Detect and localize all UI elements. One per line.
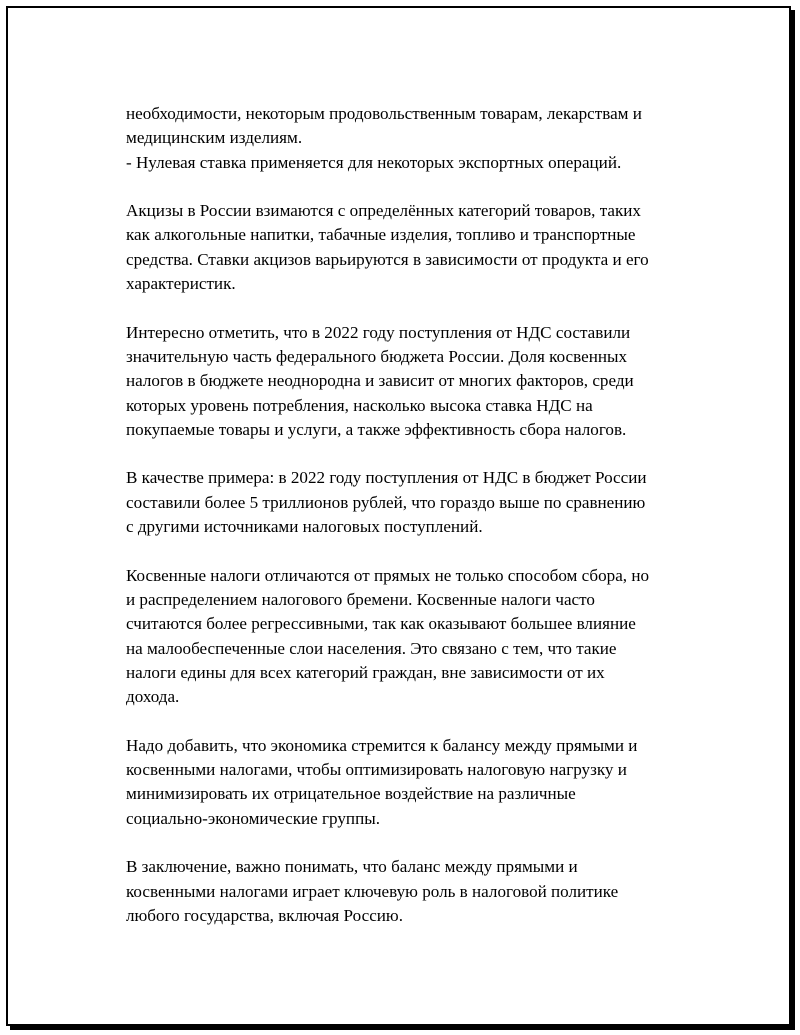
- paragraph-balance: [126, 734, 696, 831]
- text-line: значительную часть федерального бюджета России. Доля косвенных: [126, 346, 628, 366]
- text-line: налоги едины для всех категорий граждан, вне зависимости от их: [126, 662, 605, 682]
- text-line: которых уровень потребления, насколько высока ставка НДС на: [126, 395, 593, 415]
- text-line: косвенными налогами, чтобы оптимизировать налоговую нагрузку и: [126, 760, 627, 780]
- paragraph-excise: [126, 199, 696, 296]
- page-frame: [6, 6, 791, 1026]
- text-line: минимизировать их отрицательное воздействие на различные: [126, 784, 576, 804]
- text-line: необходимости, некоторым продовольственным товарам, лекарствам и: [126, 104, 642, 123]
- text-line: любого государства, включая Россию.: [126, 905, 403, 925]
- text-line: как алкогольные напитки, табачные изделия, топливо и транспортные: [126, 225, 636, 245]
- text-line: средства. Ставки акцизов варьируются в зависимости от продукта и его: [126, 249, 649, 269]
- text-line: на малообеспеченные слои населения. Это связано с тем, что такие: [126, 638, 617, 658]
- paragraph-vat-rates-end: [126, 102, 696, 175]
- text-line: характеристик.: [126, 274, 236, 294]
- text-line: В заключение, важно понимать, что баланс между прямыми и: [126, 857, 578, 877]
- text-line: Косвенные налоги отличаются от прямых не только способом сбора, но: [126, 565, 650, 585]
- text-line: с другими источниками налоговых поступлений.: [126, 517, 483, 537]
- text-line: дохода.: [126, 687, 180, 707]
- text-line: считаются более регрессивными, так как оказывают большее влияние: [126, 614, 636, 634]
- text-line: налогов в бюджете неоднородна и зависит от многих факторов, среди: [126, 371, 634, 391]
- document-body: [126, 102, 696, 928]
- paragraph-conclusion: [126, 855, 696, 928]
- text-line: косвенными налогами играет ключевую роль в налоговой политике: [126, 881, 619, 901]
- text-line: медицинским изделиям.: [126, 128, 303, 148]
- text-line: социально-экономические группы.: [126, 808, 380, 828]
- paragraph-indirect-vs-direct: [126, 564, 696, 710]
- text-line: покупаемые товары и услуги, а также эффективность сбора налогов.: [126, 419, 627, 439]
- text-line: составили более 5 триллионов рублей, что гораздо выше по сравнению: [126, 492, 646, 512]
- text-line: Акцизы в России взимаются с определённых категорий товаров, таких: [126, 201, 641, 221]
- paragraph-vat-budget-share: [126, 321, 696, 442]
- text-line: Надо добавить, что экономика стремится к балансу между прямыми и: [126, 735, 638, 755]
- text-line: - Нулевая ставка применяется для некоторых экспортных операций.: [126, 152, 622, 172]
- text-line: Интересно отметить, что в 2022 году поступления от НДС составили: [126, 322, 631, 342]
- text-line: и распределением налогового бремени. Косвенные налоги часто: [126, 589, 595, 609]
- text-line: В качестве примера: в 2022 году поступления от НДС в бюджет России: [126, 468, 647, 488]
- paragraph-example: [126, 466, 696, 539]
